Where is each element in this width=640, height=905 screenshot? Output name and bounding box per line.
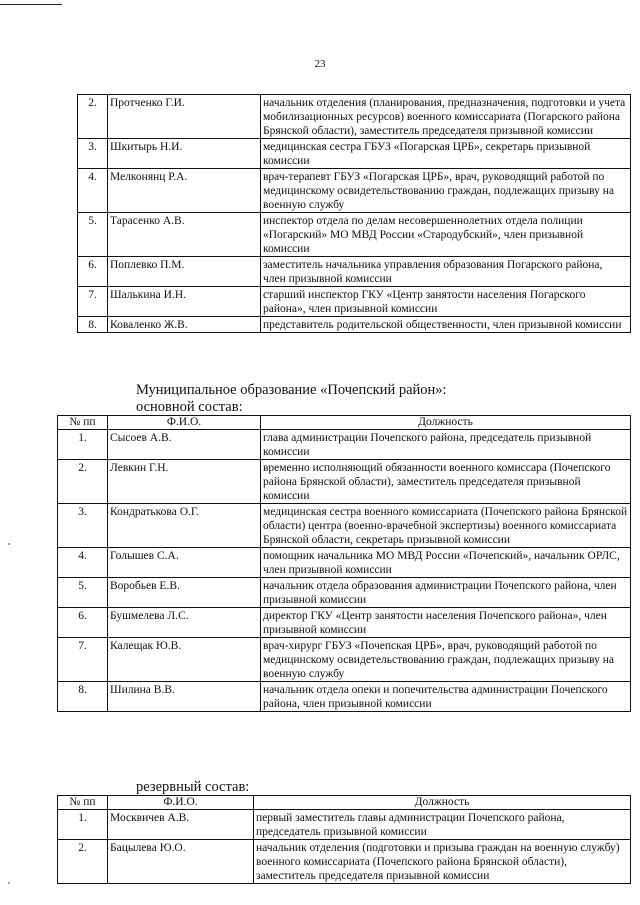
table-row — [78, 257, 631, 287]
member-position: начальник отделения (планирования, предназначения, подготовки и учета мобилизационных ресурсов) военного комиссариата (Погарского района Брянской области), заместитель председателя призывной комиссии — [261, 95, 631, 139]
member-position: начальник отдела опеки и попечительства администрации Почепского района, член призывной комиссии — [261, 682, 631, 712]
row-number: 5. — [58, 578, 108, 608]
row-number: 8. — [58, 682, 108, 712]
member-name: Мелконянц Р.А. — [108, 169, 261, 213]
member-name: Бушмелева Л.С. — [108, 608, 261, 638]
table-row — [58, 840, 631, 884]
row-number: 7. — [58, 638, 108, 682]
page-number: 23 — [314, 58, 326, 70]
table-head — [58, 416, 631, 430]
row-number: 2. — [78, 95, 108, 139]
row-number: 6. — [58, 608, 108, 638]
pochep-reserve-composition-table — [57, 795, 631, 884]
member-position: врач-хирург ГБУЗ «Почепская ЦРБ», врач, руководящий работой по медицинскому освидетельствованию граждан, подлежащих призыву на военную службу — [261, 638, 631, 682]
pochep-main-composition-table — [57, 415, 631, 712]
table-row — [58, 608, 631, 638]
row-number: 4. — [78, 169, 108, 213]
column-header-num: № пп — [58, 796, 108, 810]
member-position: директор ГКУ «Центр занятости населения Почепского района», член призывной комиссии — [261, 608, 631, 638]
member-name: Кондратькова О.Г. — [108, 504, 261, 548]
member-position: медицинская сестра ГБУЗ «Погарская ЦРБ», секретарь призывной комиссии — [261, 139, 631, 169]
table-body — [58, 810, 631, 884]
row-number: 4. — [58, 548, 108, 578]
member-name: Калещак Ю.В. — [108, 638, 261, 682]
row-number: 2. — [58, 840, 108, 884]
table-header-row — [58, 416, 631, 430]
row-number: 8. — [78, 317, 108, 333]
table-row — [58, 578, 631, 608]
member-position: начальник отделения (подготовки и призыва граждан на военную службу) военного комиссариата (Почепского района Брянской области), заместитель председателя призывной комиссии — [254, 840, 631, 884]
table-row — [78, 169, 631, 213]
table-row — [58, 460, 631, 504]
member-position: инспектор отдела по делам несовершеннолетних отдела полиции «Погарский» МО МВД России «Стародубский», член призывной комиссии — [261, 213, 631, 257]
table-row — [78, 287, 631, 317]
table-row — [78, 317, 631, 333]
member-name: Коваленко Ж.В. — [108, 317, 261, 333]
table-head — [58, 796, 631, 810]
member-name: Протченко Г.И. — [108, 95, 261, 139]
member-position: врач-терапевт ГБУЗ «Погарская ЦРБ», врач, руководящий работой по медицинскому освидетельствованию граждан, подлежащих призыву на военную службу — [261, 169, 631, 213]
member-name: Левкин Г.Н. — [108, 460, 261, 504]
member-name: Москвичев А.В. — [108, 810, 254, 840]
row-number: 3. — [78, 139, 108, 169]
member-position: заместитель начальника управления образования Погарского района, член призывной комиссии — [261, 257, 631, 287]
member-name: Шалькина И.Н. — [108, 287, 261, 317]
row-number: 6. — [78, 257, 108, 287]
row-number: 1. — [58, 430, 108, 460]
column-header-position: Должность — [254, 796, 631, 810]
table-row — [58, 638, 631, 682]
member-name: Бацылева Ю.О. — [108, 840, 254, 884]
section-title: Муниципальное образование «Почепский район»: — [136, 382, 447, 398]
reserve-composition-label: резервный состав: — [136, 779, 250, 795]
member-position: глава администрации Почепского района, председатель призывной комиссии — [261, 430, 631, 460]
member-position: представитель родительской общественности, член призывной комиссии — [261, 317, 631, 333]
row-number: 5. — [78, 213, 108, 257]
member-name: Тарасенко А.В. — [108, 213, 261, 257]
table-row — [58, 504, 631, 548]
member-position: медицинская сестра военного комиссариата (Почепского района Брянской области) центра (военно-врачебной экспертизы) военного комиссариата Брянской области, секретарь призывной комиссии — [261, 504, 631, 548]
main-composition-label: основной состав: — [136, 399, 243, 415]
column-header-num: № пп — [58, 416, 108, 430]
member-name: Воробьев Е.В. — [108, 578, 261, 608]
row-number: 3. — [58, 504, 108, 548]
member-name: Поплевко П.М. — [108, 257, 261, 287]
table-body — [78, 95, 631, 333]
table-row — [78, 139, 631, 169]
member-position: старший инспектор ГКУ «Центр занятости населения Погарского района», член призывной комиссии — [261, 287, 631, 317]
member-name: Шилина В.В. — [108, 682, 261, 712]
column-header-position: Должность — [261, 416, 631, 430]
member-position: временно исполняющий обязанности военного комиссара (Почепского района Брянской области), заместитель председателя призывной комиссии — [261, 460, 631, 504]
table-row — [58, 810, 631, 840]
table-row — [58, 682, 631, 712]
table-header-row — [58, 796, 631, 810]
column-header-name: Ф.И.О. — [108, 416, 261, 430]
column-header-name: Ф.И.О. — [108, 796, 254, 810]
member-name: Голышев С.А. — [108, 548, 261, 578]
table-row — [78, 95, 631, 139]
table-row — [78, 213, 631, 257]
member-position: помощник начальника МО МВД России «Почепский», начальник ОРЛС, член призывной комиссии — [261, 548, 631, 578]
table-row — [58, 430, 631, 460]
row-number: 1. — [58, 810, 108, 840]
table-body — [58, 430, 631, 712]
scan-speck — [8, 543, 10, 545]
member-position: начальник отдела образования администрации Почепского района, член призывной комиссии — [261, 578, 631, 608]
pogar-commission-table — [77, 94, 631, 333]
member-position: первый заместитель главы администрации Почепского района, председатель призывной комиссии — [254, 810, 631, 840]
row-number: 7. — [78, 287, 108, 317]
row-number: 2. — [58, 460, 108, 504]
member-name: Шкитырь Н.И. — [108, 139, 261, 169]
top-rule — [0, 4, 62, 5]
member-name: Сысоев А.В. — [108, 430, 261, 460]
table-row — [58, 548, 631, 578]
scan-speck — [8, 882, 10, 884]
